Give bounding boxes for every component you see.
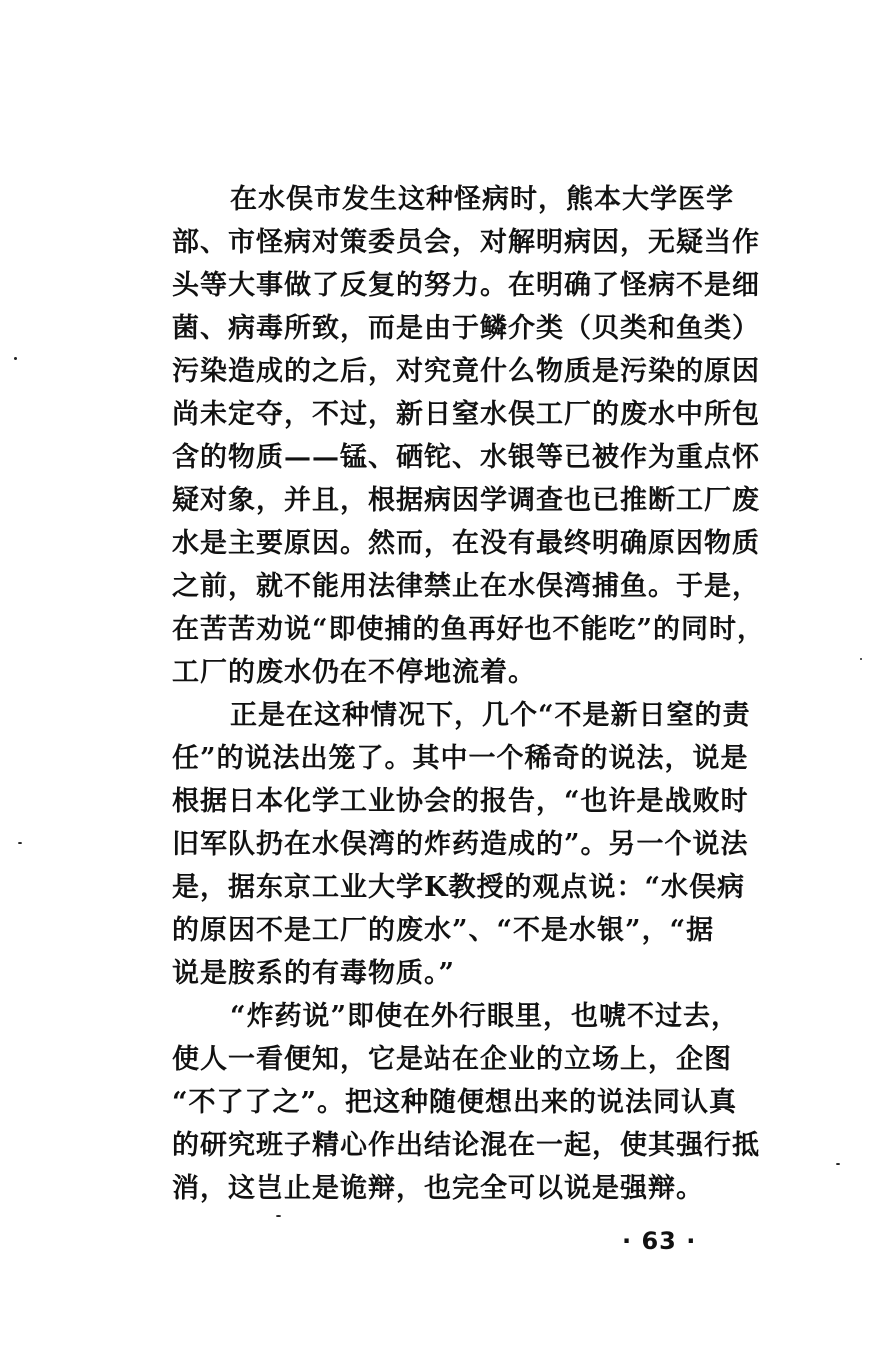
paragraph-3-line-1: “炸药说”即使在外行眼里，也唬不过去，	[230, 1001, 740, 1032]
scan-speck	[860, 658, 862, 660]
scan-speck	[276, 1215, 281, 1217]
paragraph-2-line-7: 说是胺系的有毒物质。”	[172, 958, 456, 989]
paragraph-1-line-3: 头等大事做了反复的努力。在明确了怪病不是细	[172, 270, 760, 301]
paragraph-1-line-12: 工厂的废水仍在不停地流着。	[172, 657, 536, 688]
paragraph-1-line-5: 污染造成的之后，对究竟什么物质是污染的原因	[172, 356, 760, 387]
paragraph-2-line-3: 根据日本化学工业协会的报告，“也许是战败时	[172, 786, 749, 817]
page-number: · 63 ·	[622, 1227, 697, 1255]
paragraph-2-line-4: 旧军队扔在水俣湾的炸药造成的”。另一个说法	[172, 829, 749, 860]
paragraph-3-line-2: 使人一看便知，它是站在企业的立场上，企图	[172, 1044, 732, 1075]
paragraph-3-line-4: 的研究班子精心作出结论混在一起，使其强行抵	[172, 1130, 760, 1161]
paragraph-1-line-7: 含的物质——锰、硒铊、水银等已被作为重点怀	[172, 442, 760, 473]
paragraph-1-line-4: 菌、病毒所致，而是由于鳞介类（贝类和鱼类）	[172, 313, 760, 344]
paragraph-2-line-1: 正是在这种情况下，几个“不是新日窒的责	[230, 700, 751, 731]
paragraph-2-line-6: 的原因不是工厂的废水”、“不是水银”，“据	[172, 915, 715, 946]
paragraph-1-line-9: 水是主要原因。然而，在没有最终明确原因物质	[172, 528, 760, 559]
paragraph-2-line-5: 是，据东京工业大学K教授的观点说：“水俣病	[172, 872, 745, 903]
scan-speck	[836, 1163, 840, 1165]
scan-speck	[14, 357, 17, 360]
paragraph-1-line-2: 部、市怪病对策委员会，对解明病因，无疑当作	[172, 227, 760, 258]
paragraph-1-line-10: 之前，就不能用法律禁止在水俣湾捕鱼。于是，	[172, 571, 760, 602]
paragraph-3-line-3: “不了了之”。把这种随便想出来的说法同认真	[172, 1087, 738, 1118]
paragraph-1-line-11: 在苦苦劝说“即使捕的鱼再好也不能吃”的同时，	[172, 614, 766, 645]
scan-speck	[18, 842, 22, 844]
paragraph-1-line-6: 尚未定夺，不过，新日窒水俣工厂的废水中所包	[172, 399, 760, 430]
paragraph-2-line-2: 任”的说法出笼了。其中一个稀奇的说法，说是	[172, 743, 749, 774]
paragraph-1-line-1: 在水俣市发生这种怪病时，熊本大学医学	[230, 184, 734, 215]
paragraph-3-line-5: 消，这岂止是诡辩，也完全可以说是强辩。	[172, 1173, 704, 1204]
paragraph-1-line-8: 疑对象，并且，根据病因学调查也已推断工厂废	[172, 485, 760, 516]
